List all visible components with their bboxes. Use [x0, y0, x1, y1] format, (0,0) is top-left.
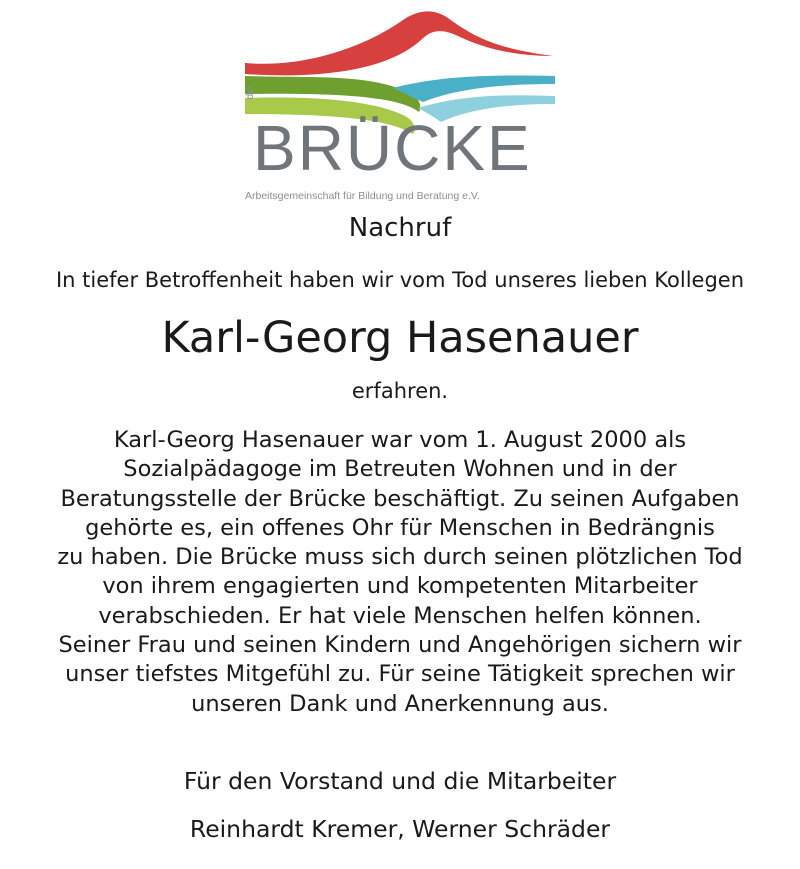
logo-tagline: Arbeitsgemeinschaft für Bildung und Beratung e.V. [245, 190, 480, 202]
body-line: von ihrem engagierten und kompetenten Mitarbeiter [102, 573, 698, 600]
body-line: unser tiefstes Mitgefühl zu. Für seine Tätigkeit sprechen wir [65, 661, 735, 688]
body-line: Karl-Georg Hasenauer war vom 1. August 2000 als [113, 427, 687, 453]
body-line: verabschieden. Er hat viele Menschen helfen können. [98, 602, 702, 629]
body-line: Beratungsstelle der Brücke beschäftigt. Zu seinen Aufgaben [60, 485, 740, 512]
body-line: gehörte es, ein offenes Ohr für Menschen in Bedrängnis [85, 514, 715, 541]
notice-after-name: erfahren. [351, 379, 449, 403]
body-line: Seiner Frau und seinen Kindern und Angehörigen sichern wir [58, 632, 742, 659]
logo-wordmark: BRÜCKE [253, 112, 532, 184]
bruecke-logo [243, 8, 558, 200]
notice-body [0, 426, 800, 719]
signers: Reinhardt Kremer, Werner Schräder [189, 815, 611, 843]
body-line: unseren Dank und Anerkennung aus. [191, 690, 609, 717]
body-line: zu haben. Die Brücke muss sich durch seinen plötzlichen Tod [57, 544, 743, 571]
deceased-name: Karl-Georg Hasenauer [161, 313, 639, 363]
signature-line: Für den Vorstand und die Mitarbeiter [183, 767, 617, 795]
logo-small-word: die [245, 86, 256, 100]
body-line: Sozialpädagoge im Betreuten Wohnen und in der [123, 456, 677, 483]
notice-intro: In tiefer Betroffenheit haben wir vom Tod unseres lieben Kollegen [55, 268, 745, 292]
notice-heading: Nachruf [348, 213, 452, 243]
